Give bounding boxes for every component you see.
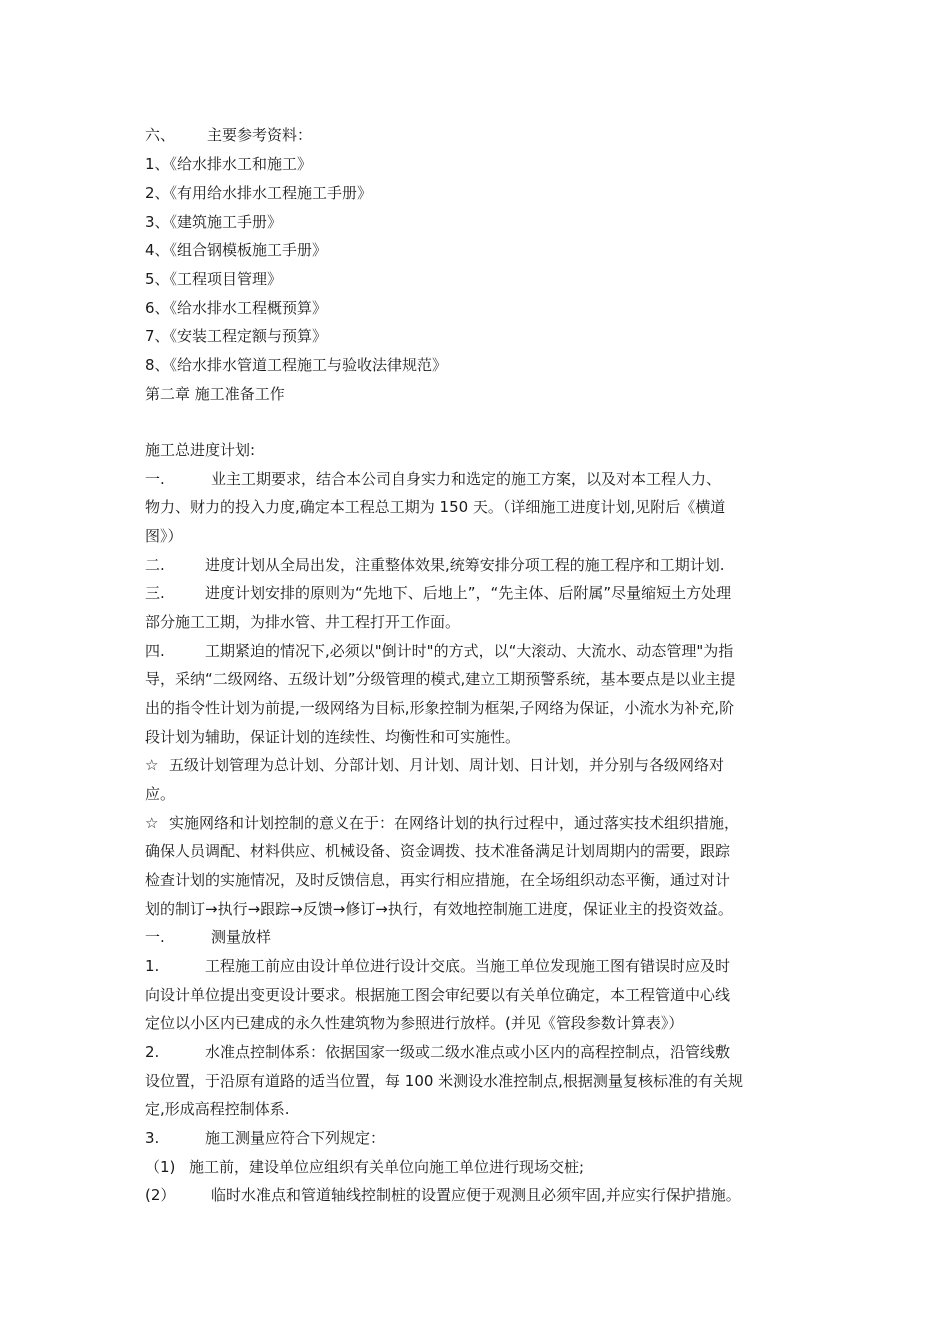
paragraph-line: [145, 755, 825, 775]
paragraph-text: 工程施工前应由设计单位进行设计交底。当施工单位发现施工图有错误时应及时: [205, 957, 731, 975]
reference-item: 8、《给水排水管道工程施工与验收法律规范》: [145, 356, 448, 374]
paragraph-line: 图》）: [145, 527, 183, 545]
paragraph-marker: 一.: [145, 470, 165, 488]
paragraph-line: [145, 1185, 825, 1205]
section-title: 主要参考资料：: [207, 126, 313, 144]
reference-item: 7、《安装工程定额与预算》: [145, 327, 328, 345]
paragraph-marker: （1): [145, 1158, 176, 1176]
paragraph-line: [145, 469, 825, 489]
paragraph-line: 确保人员调配、材料供应、机械设备、资金调拨、技术准备满足计划周期内的需要，跟踪: [145, 842, 731, 860]
section-number: 六、: [145, 126, 176, 144]
paragraph-line: [145, 1042, 825, 1062]
paragraph-line: 应。: [145, 785, 176, 803]
references-heading: [145, 125, 825, 145]
paragraph-line: 部分施工工期，为排水管、井工程打开工作面。: [145, 613, 461, 631]
paragraph-text: 五级计划管理为总计划、分部计划、月计划、周计划、日计划，并分别与各级网络对: [169, 756, 725, 774]
reference-item: 6、《给水排水工程概预算》: [145, 299, 328, 317]
paragraph-line: 划的制订→执行→跟踪→反馈→修订→执行，有效地控制施工进度，保证业主的投资效益。: [145, 900, 733, 918]
paragraph-line: 出的指令性计划为前提,一级网络为目标,形象控制为框架,子网络为保证，小流水为补充,阶: [145, 699, 735, 717]
paragraph-line: [145, 1128, 825, 1148]
section-number: 一.: [145, 928, 165, 946]
paragraph-text: 进度计划从全局出发，注重整体效果,统筹安排分项工程的施工程序和工期计划.: [205, 556, 725, 574]
paragraph-text: 实施网络和计划控制的意义在于：在网络计划的执行过程中，通过落实技术组织措施，: [169, 814, 740, 832]
star-icon: ☆: [145, 814, 159, 832]
paragraph-line: [145, 956, 825, 976]
paragraph-line: 向设计单位提出变更设计要求。根据施工图会审纪要以有关单位确定，本工程管道中心线: [145, 986, 731, 1004]
chapter-heading: 第二章 施工准备工作: [145, 385, 285, 403]
paragraph-line: 导，采纳“二级网络、五级计划”分级管理的模式,建立工期预警系统，基本要点是以业主提: [145, 670, 736, 688]
paragraph-text: 水准点控制体系：依据国家一级或二级水准点或小区内的高程控制点，沿管线敷: [205, 1043, 731, 1061]
paragraph-text: 业主工期要求，结合本公司自身实力和选定的施工方案，以及对本工程人力、: [211, 470, 722, 488]
paragraph-line: 设位置，于沿原有道路的适当位置，每 100 米测设水准控制点,根据测量复核标准的有关规: [145, 1072, 743, 1090]
section-title: 测量放样: [211, 928, 272, 946]
paragraph-line: [145, 555, 825, 575]
paragraph-line: 定位以小区内已建成的永久性建筑物为参照进行放样。(并见《管段参数计算表》）: [145, 1014, 684, 1032]
reference-item: 2、《有用给水排水工程施工手册》: [145, 184, 373, 202]
paragraph-line: 段计划为辅助，保证计划的连续性、均衡性和可实施性。: [145, 728, 521, 746]
reference-item: 3、《建筑施工手册》: [145, 213, 283, 231]
paragraph-marker: 四.: [145, 642, 165, 660]
paragraph-text: 施工测量应符合下列规定：: [205, 1129, 386, 1147]
paragraph-text: 工期紧迫的情况下,必须以"倒计时"的方式，以“大滚动、大流水、动态管理"为指: [205, 642, 734, 660]
reference-item: 1、《给水排水工和施工》: [145, 155, 313, 173]
paragraph-line: 物力、财力的投入力度,确定本工程总工期为 150 天。（详细施工进度计划,见附后《横道: [145, 498, 726, 516]
paragraph-line: [145, 583, 825, 603]
paragraph-text: 进度计划安排的原则为“先地下、后地上”，“先主体、后附属”尽量缩短土方处理: [205, 584, 732, 602]
paragraph-text: 临时水准点和管道轴线控制桩的设置应便于观测且必须牢固,并应实行保护措施。: [211, 1186, 741, 1204]
paragraph-line: 检查计划的实施情况，及时反馈信息，再实行相应措施，在全场组织动态平衡，通过对计: [145, 871, 731, 889]
schedule-title: 施工总进度计划:: [145, 441, 256, 459]
paragraph-line: [145, 813, 825, 833]
reference-item: 5、《工程项目管理》: [145, 270, 283, 288]
paragraph-marker: (2）: [145, 1186, 176, 1204]
paragraph-line: [145, 1157, 825, 1177]
paragraph-line: [145, 641, 825, 661]
paragraph-marker: 三.: [145, 584, 165, 602]
reference-item: 4、《组合钢模板施工手册》: [145, 241, 328, 259]
paragraph-marker: 1.: [145, 957, 160, 975]
paragraph-text: 施工前，建设单位应组织有关单位向施工单位进行现场交桩;: [189, 1158, 585, 1176]
paragraph-line: 定,形成高程控制体系.: [145, 1100, 290, 1118]
star-icon: ☆: [145, 756, 159, 774]
paragraph-marker: 3.: [145, 1129, 160, 1147]
survey-heading: [145, 927, 825, 947]
paragraph-marker: 二.: [145, 556, 165, 574]
paragraph-marker: 2.: [145, 1043, 160, 1061]
